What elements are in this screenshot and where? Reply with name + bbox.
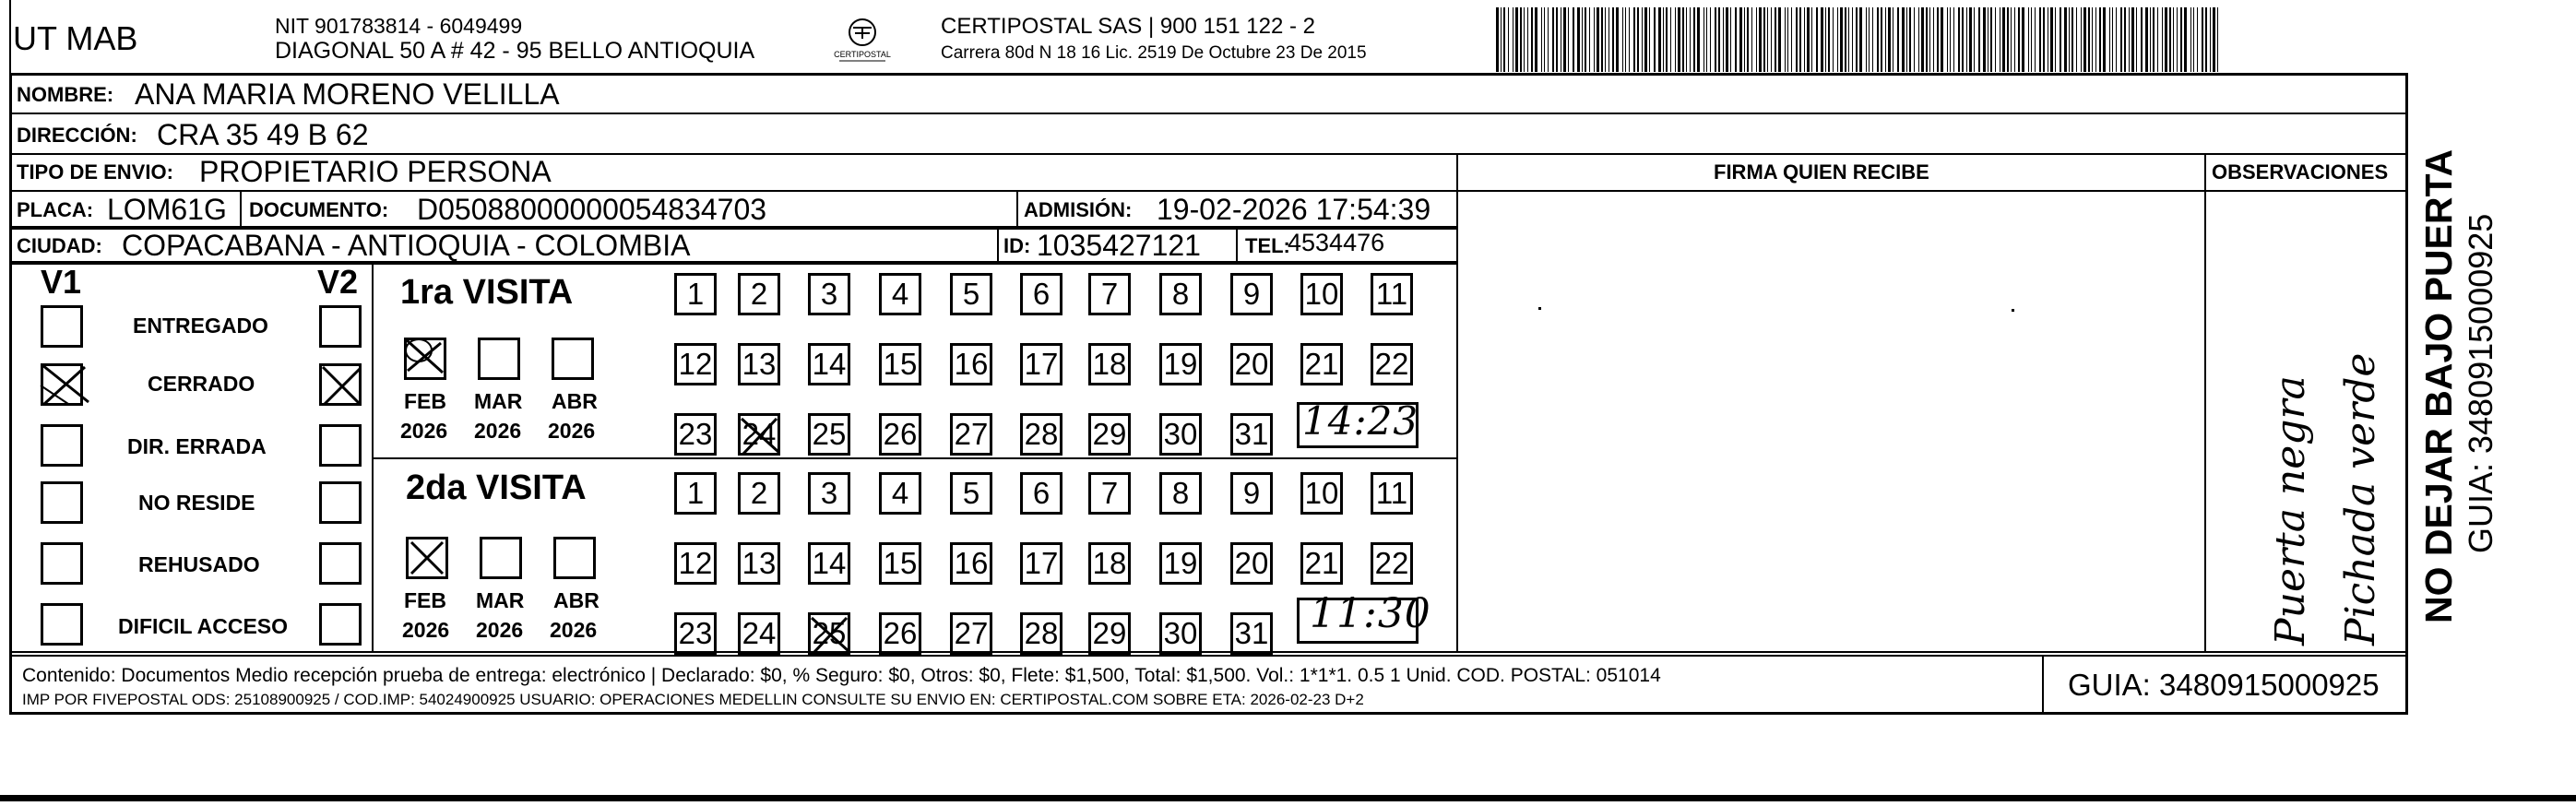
company-address: Carrera 80d N 18 16 Lic. 2519 De Octubre 23 De 2015 <box>941 43 1367 63</box>
recipient-name: ANA MARIA MORENO VELILLA <box>135 77 560 111</box>
plate-value: LOM61G <box>107 193 227 226</box>
first-visit-day-15[interactable]: 15 <box>879 343 921 385</box>
first-visit-day-24-mark <box>736 411 784 459</box>
second-visit-day-6[interactable]: 6 <box>1020 472 1062 515</box>
observations-header: OBSERVACIONES <box>2212 160 2389 184</box>
second-visit-day-13[interactable]: 13 <box>738 542 780 585</box>
second-month-mar-year: 2026 <box>476 618 524 642</box>
first-visit-day-22[interactable]: 22 <box>1371 343 1413 385</box>
sender-name: UT MAB <box>13 19 138 57</box>
second-visit-day-17[interactable]: 17 <box>1020 542 1062 585</box>
first-visit-day-12[interactable]: 12 <box>674 343 717 385</box>
second-visit-day-24[interactable]: 24 <box>738 612 780 655</box>
second-visit-day-28[interactable]: 28 <box>1020 612 1062 655</box>
first-visit-day-5[interactable]: 5 <box>950 273 992 315</box>
second-visit-day-16[interactable]: 16 <box>950 542 992 585</box>
city-value: COPACABANA - ANTIOQUIA - COLOMBIA <box>122 229 691 262</box>
second-visit-day-7[interactable]: 7 <box>1088 472 1131 515</box>
v2-header: V2 <box>317 263 359 301</box>
first-visit-day-20[interactable]: 20 <box>1230 343 1273 385</box>
second-visit-day-3[interactable]: 3 <box>808 472 850 515</box>
first-visit-day-13[interactable]: 13 <box>738 343 780 385</box>
second-visit-day-10[interactable]: 10 <box>1300 472 1343 515</box>
second-visit-day-23[interactable]: 23 <box>674 612 717 655</box>
id-value: 1035427121 <box>1037 229 1201 262</box>
second-visit-day-31[interactable]: 31 <box>1230 612 1273 655</box>
footer-imp: IMP POR FIVEPOSTAL ODS: 25108900925 / COD.IMP: 54024900925 USUARIO: OPERACIONES MEDELLIN CONSULTE SU ENVIO EN: CERTIPOSTAL.COM SOBRE ETA: 2026-02-23 D+2 <box>22 691 1364 708</box>
v1-checkbox-rehusado[interactable] <box>41 542 83 585</box>
first-visit-day-30[interactable]: 30 <box>1159 413 1202 456</box>
v1-cerrado-mark <box>37 358 94 409</box>
first-visit-day-31[interactable]: 31 <box>1230 413 1273 456</box>
second-visit-day-26[interactable]: 26 <box>879 612 921 655</box>
second-visit-day-5[interactable]: 5 <box>950 472 992 515</box>
second-visit-day-9[interactable]: 9 <box>1230 472 1273 515</box>
first-visit-day-11[interactable]: 11 <box>1371 273 1413 315</box>
company-name: CERTIPOSTAL SAS | 900 151 122 - 2 <box>941 14 1315 39</box>
first-visit-day-26[interactable]: 26 <box>879 413 921 456</box>
reason-dificil-acceso: DIFICIL ACCESO <box>118 614 289 638</box>
first-visit-day-1[interactable]: 1 <box>674 273 717 315</box>
second-visit-day-12[interactable]: 12 <box>674 542 717 585</box>
first-visit-day-17[interactable]: 17 <box>1020 343 1062 385</box>
first-visit-day-3[interactable]: 3 <box>808 273 850 315</box>
first-visit-day-23[interactable]: 23 <box>674 413 717 456</box>
observation-line-1: Puerta negra <box>2267 375 2314 646</box>
city-label: CIUDAD: <box>17 234 102 257</box>
first-visit-day-2[interactable]: 2 <box>738 273 780 315</box>
first-month-feb-label: FEB <box>404 389 446 413</box>
bottom-rule <box>0 795 2576 801</box>
second-month-abr-year: 2026 <box>550 618 598 642</box>
document-label: DOCUMENTO: <box>249 198 389 221</box>
first-month-mar-year: 2026 <box>474 419 522 443</box>
barcode <box>1496 7 2225 72</box>
first-month-abr-checkbox[interactable] <box>552 338 594 380</box>
second-visit-day-20[interactable]: 20 <box>1230 542 1273 585</box>
plate-label: PLACA: <box>17 198 94 221</box>
sender-nit: NIT 901783814 - 6049499 <box>275 14 523 38</box>
first-visit-day-19[interactable]: 19 <box>1159 343 1202 385</box>
v1-checkbox-dir-errada[interactable] <box>41 424 83 467</box>
reason-no-reside: NO RESIDE <box>138 491 255 515</box>
second-month-feb-mark <box>402 533 452 583</box>
first-visit-day-24[interactable]: 24 <box>738 413 780 456</box>
first-visit-hour: 14:23 <box>1302 398 1419 444</box>
second-visit-day-27[interactable]: 27 <box>950 612 992 655</box>
footer-guide: GUIA: 3480915000925 <box>2068 668 2380 702</box>
second-visit-hour: 11:30 <box>1310 590 1431 637</box>
first-month-abr-label: ABR <box>552 389 598 413</box>
v1-header: V1 <box>41 263 82 301</box>
first-visit-day-18[interactable]: 18 <box>1088 343 1131 385</box>
side-notice: NO DEJAR BAJO PUERTA <box>2417 148 2460 623</box>
second-visit-day-2[interactable]: 2 <box>738 472 780 515</box>
second-month-abr-checkbox[interactable] <box>553 537 596 579</box>
second-visit-day-15[interactable]: 15 <box>879 542 921 585</box>
v2-checkbox-dificil-acceso[interactable] <box>319 603 362 646</box>
address-label: DIRECCIÓN: <box>17 124 137 147</box>
first-visit-day-16[interactable]: 16 <box>950 343 992 385</box>
v1-checkbox-dificil-acceso[interactable] <box>41 603 83 646</box>
v2-checkbox-entregado[interactable] <box>319 305 362 348</box>
second-month-abr-label: ABR <box>553 588 599 612</box>
reason-entregado: ENTREGADO <box>133 314 268 338</box>
v1-checkbox-entregado[interactable] <box>41 305 83 348</box>
second-visit-day-25-mark <box>806 610 854 658</box>
admission-label: ADMISIÓN: <box>1024 198 1133 221</box>
reason-rehusado: REHUSADO <box>138 552 260 576</box>
second-visit-day-19[interactable]: 19 <box>1159 542 1202 585</box>
first-month-feb-mark <box>398 330 450 382</box>
signature-header: FIRMA QUIEN RECIBE <box>1714 160 1929 184</box>
observation-line-2: Pichada verde <box>2337 352 2384 646</box>
document-value: D05088000000054834703 <box>417 193 767 226</box>
second-visit-day-14[interactable]: 14 <box>808 542 850 585</box>
recipient-address: CRA 35 49 B 62 <box>157 118 369 151</box>
certipostal-logo <box>825 17 900 65</box>
first-visit-title: 1ra VISITA <box>400 273 574 312</box>
first-visit-day-21[interactable]: 21 <box>1300 343 1343 385</box>
header <box>0 0 2576 74</box>
second-visit-day-8[interactable]: 8 <box>1159 472 1202 515</box>
second-visit-day-11[interactable]: 11 <box>1371 472 1413 515</box>
tel-label: TEL: <box>1245 234 1290 257</box>
second-month-feb-year: 2026 <box>402 618 450 642</box>
v2-cerrado-mark <box>315 360 367 411</box>
first-visit-day-4[interactable]: 4 <box>879 273 921 315</box>
logo-text: CERTIPOSTAL <box>834 50 891 59</box>
v1-checkbox-no-reside[interactable] <box>41 481 83 524</box>
reason-dir-errada: DIR. ERRADA <box>127 434 267 458</box>
second-visit-day-4[interactable]: 4 <box>879 472 921 515</box>
second-visit-day-29[interactable]: 29 <box>1088 612 1131 655</box>
side-guide: GUIA: 3480915000925 <box>2462 213 2499 553</box>
first-visit-day-9[interactable]: 9 <box>1230 273 1273 315</box>
first-month-abr-year: 2026 <box>548 419 596 443</box>
second-visit-day-1[interactable]: 1 <box>674 472 717 515</box>
first-visit-day-27[interactable]: 27 <box>950 413 992 456</box>
v2-checkbox-no-reside[interactable] <box>319 481 362 524</box>
first-visit-day-28[interactable]: 28 <box>1020 413 1062 456</box>
first-visit-day-6[interactable]: 6 <box>1020 273 1062 315</box>
second-visit-day-21[interactable]: 21 <box>1300 542 1343 585</box>
shipment-type-label: TIPO DE ENVIO: <box>17 160 173 184</box>
footer-content: Contenido: Documentos Medio recepción prueba de entrega: electrónico | Declarado: $0, % Seguro: $0, Otros: $0, Flete: $1,500, Total: $1,500. Vol.: 1*1*1. 0.5 1 Unid. COD. POSTAL: 051014 <box>22 665 1661 686</box>
second-visit-day-25[interactable]: 25 <box>808 612 850 655</box>
first-visit-day-7[interactable]: 7 <box>1088 273 1131 315</box>
second-month-mar-label: MAR <box>476 588 525 612</box>
first-visit-day-14[interactable]: 14 <box>808 343 850 385</box>
second-visit-day-30[interactable]: 30 <box>1159 612 1202 655</box>
first-visit-day-29[interactable]: 29 <box>1088 413 1131 456</box>
tel-value: 4534476 <box>1288 229 1385 256</box>
second-visit-day-22[interactable]: 22 <box>1371 542 1413 585</box>
admission-date: 19-02-2026 17:54:39 <box>1157 193 1431 226</box>
v2-checkbox-rehusado[interactable] <box>319 542 362 585</box>
first-visit-day-25[interactable]: 25 <box>808 413 850 456</box>
first-month-mar-label: MAR <box>474 389 523 413</box>
second-month-mar-checkbox[interactable] <box>480 537 522 579</box>
first-month-feb-year: 2026 <box>400 419 448 443</box>
first-month-mar-checkbox[interactable] <box>478 338 520 380</box>
shipment-type: PROPIETARIO PERSONA <box>199 155 552 188</box>
signature-area[interactable] <box>1459 192 2202 651</box>
name-label: NOMBRE: <box>17 83 114 106</box>
first-visit-day-8[interactable]: 8 <box>1159 273 1202 315</box>
v2-checkbox-dir-errada[interactable] <box>319 424 362 467</box>
id-label: ID: <box>1003 234 1031 257</box>
second-visit-day-18[interactable]: 18 <box>1088 542 1131 585</box>
sender-address: DIAGONAL 50 A # 42 - 95 BELLO ANTIOQUIA <box>275 38 755 64</box>
first-visit-day-10[interactable]: 10 <box>1300 273 1343 315</box>
reason-cerrado: CERRADO <box>148 372 255 396</box>
second-visit-title: 2da VISITA <box>406 468 587 507</box>
second-month-feb-label: FEB <box>404 588 446 612</box>
